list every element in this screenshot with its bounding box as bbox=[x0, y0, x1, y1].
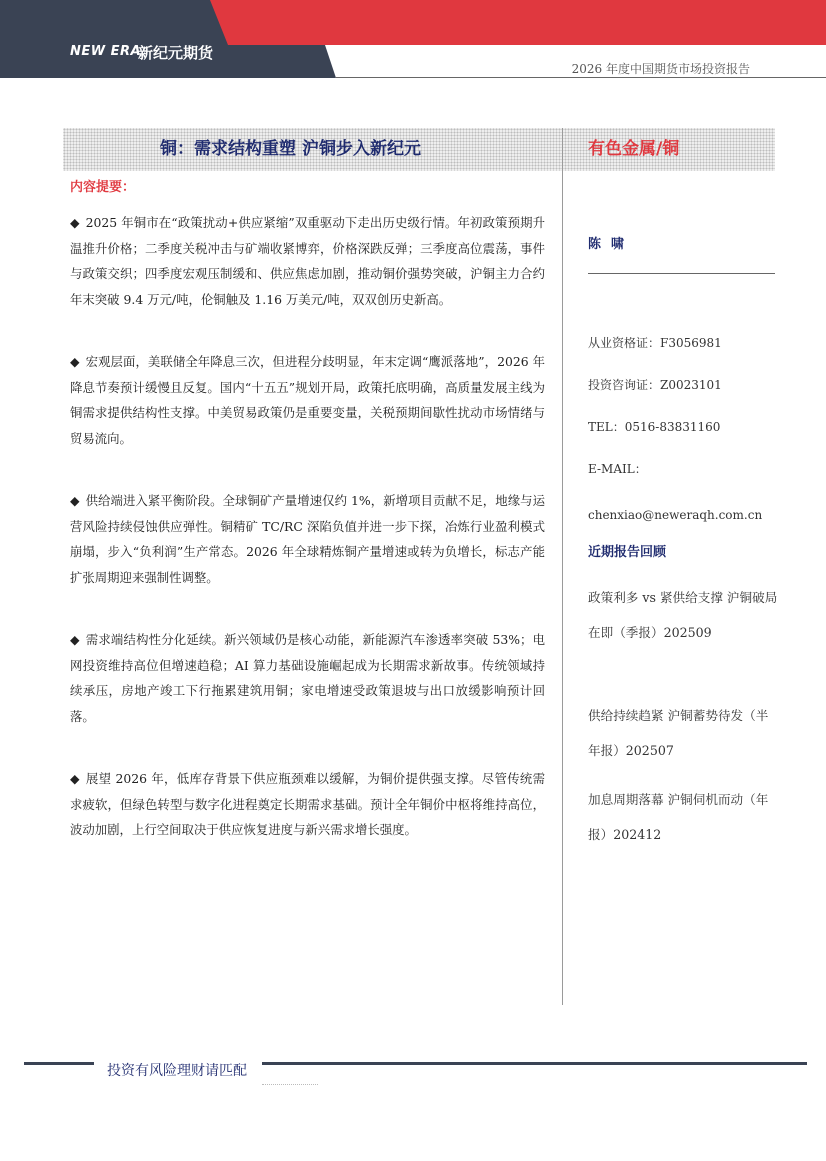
bullet-icon: ◆ bbox=[70, 771, 80, 786]
author-name: 陈啸 bbox=[588, 237, 635, 252]
summary-paragraph bbox=[70, 210, 545, 312]
recent-reports-title: 近期报告回顾 bbox=[588, 545, 667, 560]
footer-dots bbox=[262, 1084, 318, 1085]
bullet-icon: ◆ bbox=[70, 632, 80, 647]
summary-paragraph bbox=[70, 349, 545, 451]
risk-notice: 投资有风险理财请匹配 bbox=[103, 1060, 251, 1080]
company-name: 新纪元期货 bbox=[138, 44, 214, 62]
summary-label: 内容提要： bbox=[70, 180, 136, 195]
email-label: E-MAIL： bbox=[588, 462, 647, 476]
footer-line-right bbox=[262, 1062, 807, 1065]
recent-report-item[interactable]: 加息周期落幕 沪铜伺机而动（年报）202412 bbox=[588, 792, 769, 842]
consulting-number: 投资咨询证：Z0023101 bbox=[588, 378, 722, 392]
bullet-icon: ◆ bbox=[70, 354, 80, 369]
footer-line-left bbox=[24, 1062, 94, 1065]
summary-paragraph bbox=[70, 627, 545, 729]
paragraph-text: 宏观层面，美联储全年降息三次，但进程分歧明显，年末定调“鹰派落地”，2026 年降息节奏预计缓慢且反复。国内“十五五”规划开局，政策托底明确，高质量发展主线为铜需求提供结构性支撑。中美贸易政策仍是重要变量，关税预期间歇性扰动市场情绪与贸易流向。 bbox=[70, 354, 546, 446]
summary-paragraphs bbox=[70, 210, 545, 880]
paragraph-text: 供给端进入紧平衡阶段。全球铜矿产量增速仅约 1%，新增项目贡献不足，地缘与运营风险持续侵蚀供应弹性。铜精矿 TC/RC 深陷负值并进一步下探，冶炼行业盈利模式崩塌，步入“负利润”生产常态。2026 年全球精炼铜产量增速或转为负增长，标志产能扩张周期迎来强制性调整。 bbox=[70, 493, 545, 585]
paragraph-text: 需求端结构性分化延续。新兴领域仍是核心动能，新能源汽车渗透率突破 53%；电网投资维持高位但增速趋稳；AI 算力基础设施崛起成为长期需求新故事。传统领域持续承压，房地产竣工下行拖累建筑用铜；家电增速受政策退坡与出口放缓影响预计回落。 bbox=[70, 632, 546, 724]
report-category: 有色金属/铜 bbox=[588, 139, 680, 159]
paragraph-text: 展望 2026 年，低库存背景下供应瓶颈难以缓解，为铜价提供强支撑。尽管传统需求疲软，但绿色转型与数字化进程奠定长期需求基础。预计全年铜价中枢将维持高位，波动加剧，上行空间取决于供应恢复进度与新兴需求增长强度。 bbox=[70, 771, 545, 837]
bullet-icon: ◆ bbox=[70, 215, 80, 230]
recent-report-item[interactable]: 政策利多 vs 紧供给支撑 沪铜破局在即（季报）202509 bbox=[588, 590, 778, 640]
telephone: TEL：0516-83831160 bbox=[588, 420, 721, 434]
report-title: 铜：需求结构重塑 沪铜步入新纪元 bbox=[160, 139, 421, 159]
bullet-icon: ◆ bbox=[70, 493, 80, 508]
qualification-number: 从业资格证：F3056981 bbox=[588, 336, 722, 350]
logo-mark: NEW ERA bbox=[70, 44, 142, 59]
email-address[interactable]: chenxiao@neweraqh.com.cn bbox=[588, 508, 763, 522]
summary-paragraph bbox=[70, 488, 545, 590]
recent-report-item[interactable]: 供给持续趋紧 沪铜蓄势待发（半年报）202507 bbox=[588, 708, 769, 758]
report-subtitle: 2026 年度中国期货市场投资报告 bbox=[571, 62, 750, 76]
summary-paragraph bbox=[70, 766, 545, 843]
header-red-stripe bbox=[210, 0, 826, 45]
author-divider bbox=[588, 273, 775, 274]
column-divider bbox=[562, 128, 563, 1005]
paragraph-text: 2025 年铜市在“政策扰动+供应紧缩”双重驱动下走出历史级行情。年初政策预期升温推升价格；二季度关税冲击与矿端收紧博弈，价格深跌反弹；三季度高位震荡，事件与政策交织；四季度宏观压制缓和、供应焦虑加剧，推动铜价强势突破，沪铜主力合约年末突破 9.4 万元/吨，伦铜触及 1.16 万美元/吨，双双创历史新高。 bbox=[70, 215, 545, 307]
